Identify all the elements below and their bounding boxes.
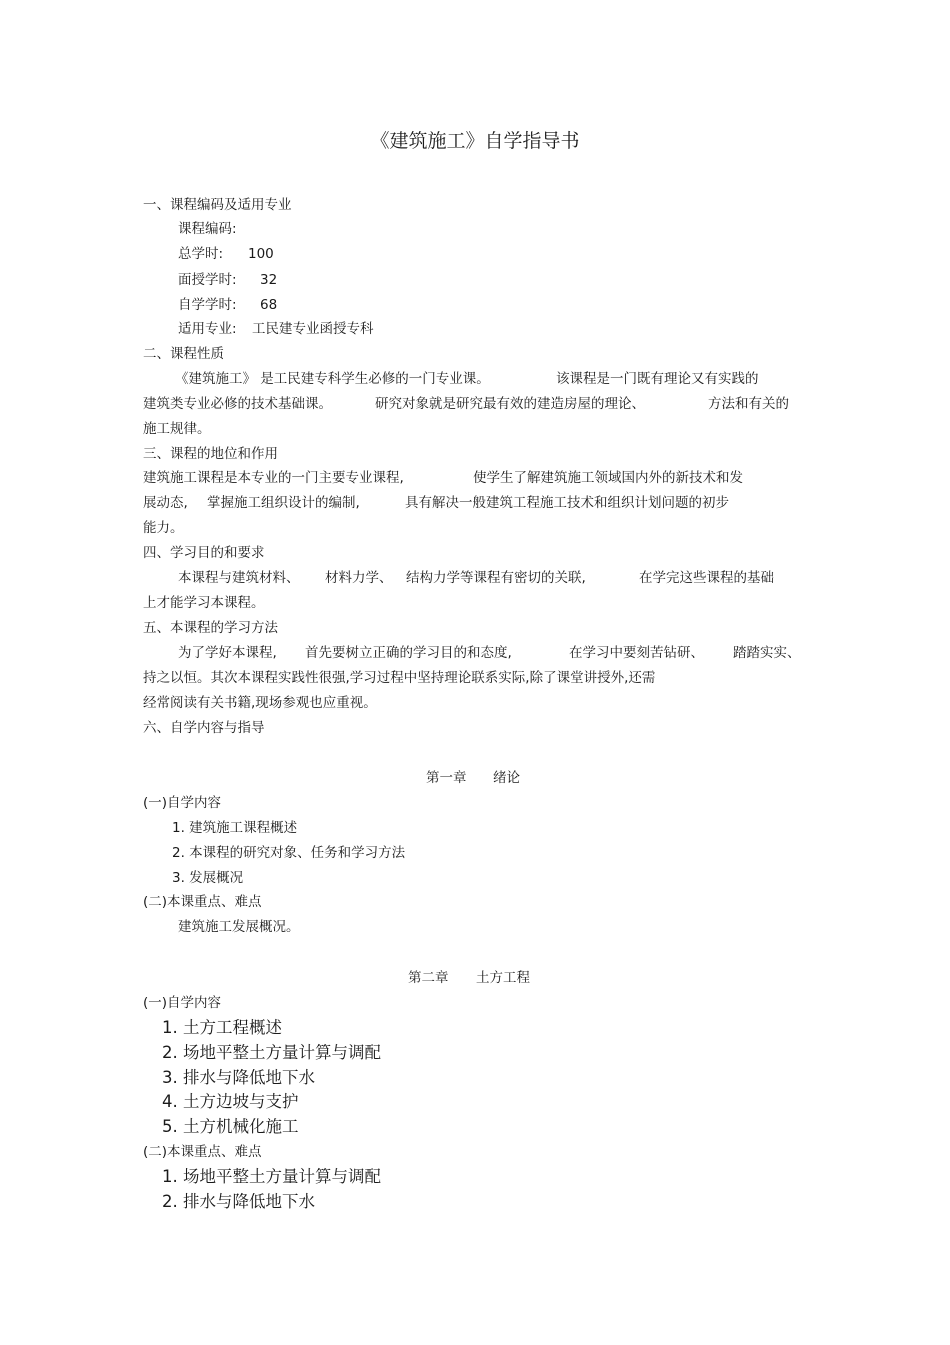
ch1-key-heading: (二)本课重点、难点 <box>143 894 262 910</box>
section-5-heading: 五、本课程的学习方法 <box>143 620 278 636</box>
s4-line1b: 材料力学、 <box>325 570 393 586</box>
s5-line1c: 在学习中要刻苦钻研、 <box>569 645 704 661</box>
ch2-key-item: 2. 排水与降低地下水 <box>162 1192 315 1211</box>
chapter-1-name: 绪论 <box>493 770 520 786</box>
ch2-item: 5. 土方机械化施工 <box>162 1117 299 1136</box>
ch2-item: 4. 土方边坡与支护 <box>162 1092 299 1111</box>
ch2-content-heading: (一)自学内容 <box>143 995 222 1011</box>
ch1-key: 建筑施工发展概况。 <box>178 919 300 935</box>
s5-line1a: 为了学好本课程, <box>178 645 277 661</box>
s3-line2b: 掌握施工组织设计的编制, <box>207 495 360 511</box>
chapter-2-name: 土方工程 <box>476 970 530 986</box>
face-hours-value: 32 <box>260 272 278 288</box>
ch2-item: 2. 场地平整土方量计算与调配 <box>162 1043 381 1062</box>
ch2-key-item: 1. 场地平整土方量计算与调配 <box>162 1167 381 1186</box>
ch2-item: 3. 排水与降低地下水 <box>162 1068 315 1087</box>
s2-line3: 施工规律。 <box>143 421 211 437</box>
s2-line1b: 该课程是一门既有理论又有实践的 <box>556 371 759 387</box>
self-hours-value: 68 <box>260 297 278 313</box>
self-hours-label: 自学学时: <box>178 297 237 313</box>
s3-line1a: 建筑施工课程是本专业的一门主要专业课程, <box>143 470 404 486</box>
document-title: 《建筑施工》自学指导书 <box>370 130 580 152</box>
ch1-content-heading: (一)自学内容 <box>143 795 222 811</box>
s5-line1d: 踏踏实实、 <box>733 645 801 661</box>
chapter-1-label: 第一章 <box>426 770 467 786</box>
s3-line2a: 展动态, <box>143 495 188 511</box>
section-2-heading: 二、课程性质 <box>143 346 224 362</box>
ch1-item: 1. 建筑施工课程概述 <box>172 820 298 836</box>
s3-line1b: 使学生了解建筑施工领域国内外的新技术和发 <box>473 470 743 486</box>
s4-line1a: 本课程与建筑材料、 <box>178 570 300 586</box>
s2-line1a: 《建筑施工》 是工民建专科学生必修的一门专业课。 <box>175 371 490 387</box>
s4-line2: 上才能学习本课程。 <box>143 595 265 611</box>
ch2-key-heading: (二)本课重点、难点 <box>143 1144 262 1160</box>
ch1-item: 2. 本课程的研究对象、任务和学习方法 <box>172 845 406 861</box>
chapter-2-label: 第二章 <box>408 970 449 986</box>
section-4-heading: 四、学习目的和要求 <box>143 545 265 561</box>
s2-line2c: 方法和有关的 <box>708 396 789 412</box>
section-6-heading: 六、自学内容与指导 <box>143 720 265 736</box>
total-hours-label: 总学时: <box>178 246 224 262</box>
s2-line2b: 研究对象就是研究最有效的建造房屋的理论、 <box>375 396 645 412</box>
s4-line1d: 在学完这些课程的基础 <box>639 570 774 586</box>
section-3-heading: 三、课程的地位和作用 <box>143 446 278 462</box>
major-label: 适用专业: <box>178 321 237 337</box>
course-code-label: 课程编码: <box>178 221 237 237</box>
s2-line2a: 建筑类专业必修的技术基础课。 <box>143 396 332 412</box>
ch2-item: 1. 土方工程概述 <box>162 1018 282 1037</box>
s4-line1c: 结构力学等课程有密切的关联, <box>406 570 586 586</box>
major-value: 工民建专业函授专科 <box>252 321 374 337</box>
s5-line1b: 首先要树立正确的学习目的和态度, <box>305 645 512 661</box>
s3-line3: 能力。 <box>143 520 184 536</box>
s5-line2: 持之以恒。其次本课程实践性很强,学习过程中坚持理论联系实际,除了课堂讲授外,还需 <box>143 670 656 686</box>
total-hours-value: 100 <box>248 246 274 262</box>
s5-line3: 经常阅读有关书籍,现场参观也应重视。 <box>143 695 377 711</box>
face-hours-label: 面授学时: <box>178 272 237 288</box>
section-1-heading: 一、课程编码及适用专业 <box>143 197 292 213</box>
s3-line2c: 具有解决一般建筑工程施工技术和组织计划问题的初步 <box>405 495 729 511</box>
ch1-item: 3. 发展概况 <box>172 870 244 886</box>
